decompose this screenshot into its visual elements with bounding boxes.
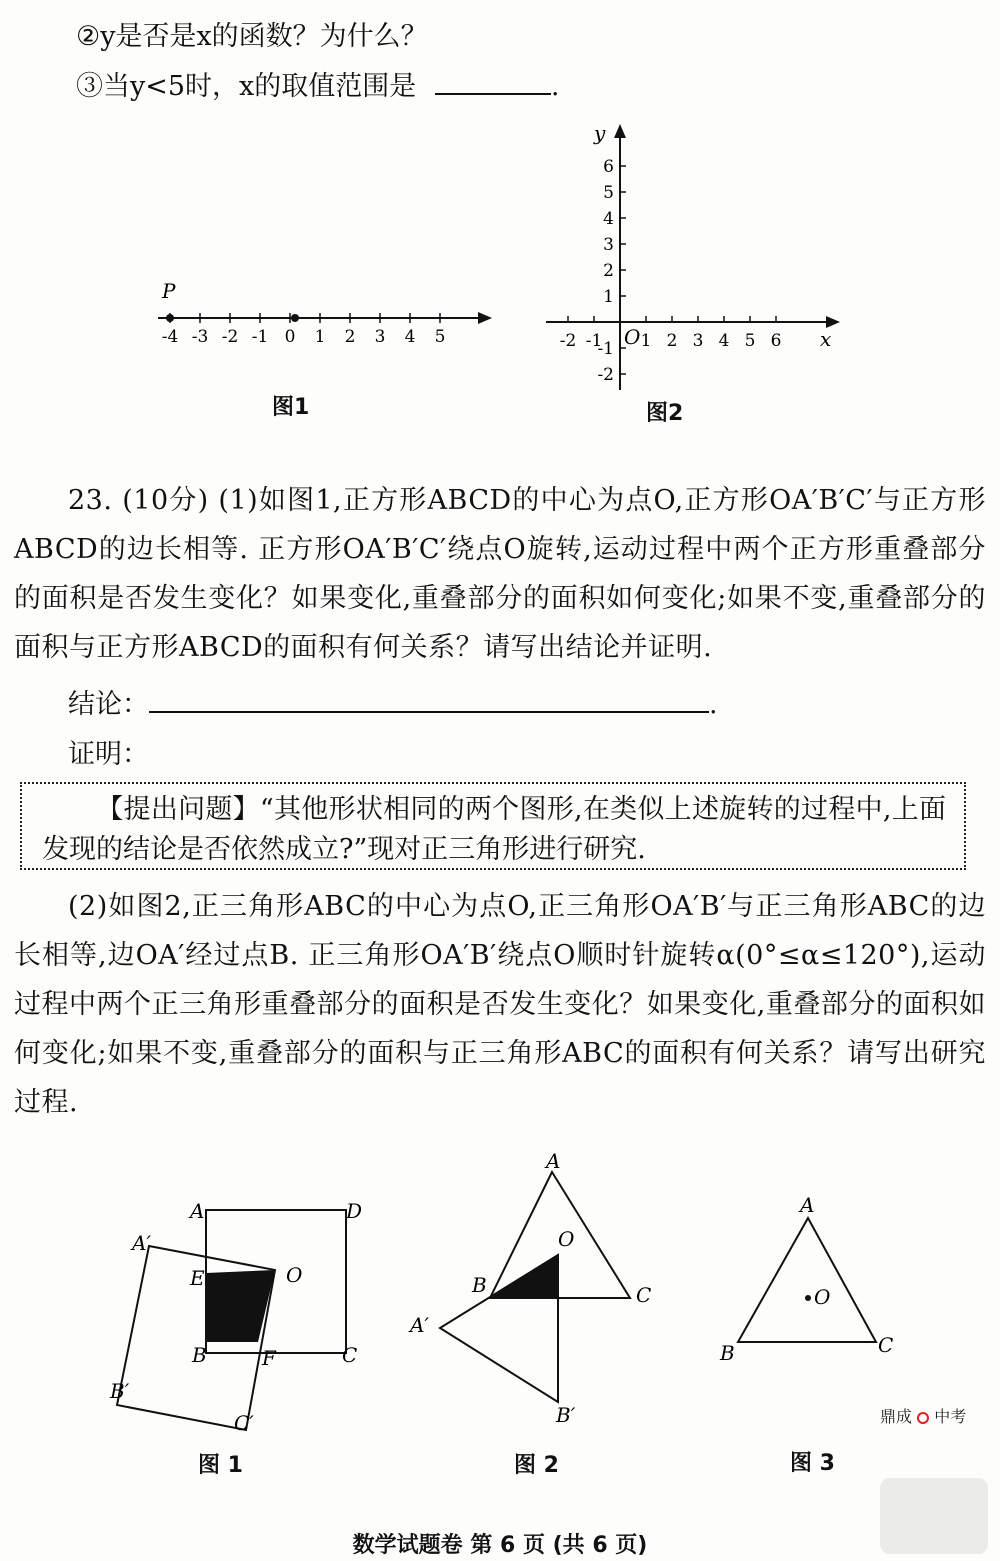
fig1-label-a: A	[190, 1199, 205, 1223]
brand-text: 鼎成	[880, 1407, 913, 1426]
conclusion-line	[68, 682, 718, 721]
brand-mark	[880, 1404, 966, 1427]
fig3-label-c: C	[878, 1333, 894, 1357]
question-23-part-2-text: (2)如图2,正三角形ABC的中心为点O,正三角形OA′B′与正三角形ABC的边长相等,边OA′经过点B. 正三角形OA′B′绕点O顺时针旋转α(0°≤α≤120°),运动过程中两个正三角形重叠部分的面积是否发生变化？如果变化,重叠部分的面积如何变化;如果不变,重叠部分的面积与正三角形ABC的面积有何关系？请写出研究过程.	[14, 891, 986, 1118]
brand-text-2: 中考	[934, 1407, 967, 1426]
fig3-center-dot	[805, 1295, 811, 1301]
fig1-label-c-prime: C′	[234, 1411, 254, 1435]
x-axis-tick-label: 2	[666, 331, 678, 351]
y-axis-tick-label: 6	[603, 157, 614, 177]
y-axis-tick-label: 4	[603, 209, 614, 229]
fig3-label-a: A	[800, 1193, 815, 1217]
x-axis-tick-label: 6	[770, 331, 782, 351]
raise-question-box	[20, 782, 966, 870]
question-part-3	[76, 64, 559, 103]
y-axis-tick-label: 1	[603, 287, 614, 307]
conclusion-blank	[149, 710, 709, 713]
number-line-tick-label: -1	[251, 327, 269, 347]
figure-2-triangles	[400, 1150, 680, 1430]
number-line-figure	[140, 270, 510, 360]
conclusion-label: 结论：	[68, 689, 149, 720]
question-23-part-2	[14, 882, 986, 1127]
fig3-label-b: B	[720, 1341, 735, 1362]
figure-3-triangle	[712, 1192, 912, 1362]
page-footer: 数学试题卷 第 6 页 (共 6 页)	[352, 1533, 648, 1558]
figure-2-caption: 图 2	[514, 1453, 559, 1478]
figure-1-squares	[100, 1190, 390, 1450]
fig1-label-o: O	[286, 1263, 303, 1287]
number-line-tick-label: -2	[221, 327, 239, 347]
origin-dot	[291, 314, 299, 322]
fig2-label-b: B	[472, 1273, 487, 1297]
fig1-label-a-prime: A′	[132, 1231, 151, 1255]
question-part-3-text: ③当y<5时，x的取值范围是	[76, 71, 417, 102]
fig1-label-d: D	[346, 1199, 363, 1223]
number-line-tick-label: 3	[374, 327, 386, 347]
fig2-label-b-prime: B′	[556, 1403, 576, 1427]
coordinate-caption: 图2	[646, 401, 684, 426]
y-axis-tick-label: 2	[603, 261, 614, 281]
number-line-tick-label: 0	[284, 327, 296, 347]
number-line-tick-label: 5	[434, 327, 446, 347]
question-23-part-1	[14, 476, 986, 672]
y-axis-label: y	[594, 121, 606, 145]
question-part-2: ②y是否是x的函数？为什么？	[76, 21, 428, 52]
fig1-label-b-prime: B′	[110, 1379, 130, 1403]
number-line-tick-label: 1	[314, 327, 326, 347]
x-axis-tick-label: 5	[744, 331, 756, 351]
fig2-label-a-prime: A′	[410, 1313, 429, 1337]
x-axis-tick-label: -2	[559, 331, 577, 351]
fig1-label-b: B	[192, 1343, 207, 1367]
answer-blank	[435, 92, 551, 95]
fig1-label-c: C	[342, 1343, 358, 1367]
question-23-part-1-text: 23. (10分) (1)如图1,正方形ABCD的中心为点O,正方形OA′B′C′与正方形ABCD的边长相等. 正方形OA′B′C′绕点O旋转,运动过程中两个正方形重叠部分的面积是否发生变化？如果变化,重叠部分的面积如何变化;如果不变,重叠部分的面积与正方形ABCD的面积有何关系？请写出结论并证明.	[14, 485, 986, 663]
fig1-label-f: F	[262, 1346, 276, 1370]
x-axis-tick-label: 3	[692, 331, 704, 351]
conclusion-end: .	[709, 689, 718, 720]
x-axis-tick-label: 4	[718, 331, 730, 351]
y-axis-tick-label: 5	[603, 183, 614, 203]
question-part-3-end: .	[550, 71, 560, 102]
fig2-label-o: O	[558, 1227, 575, 1251]
proof-label: 证明：	[68, 739, 149, 770]
fig3-label-o: O	[814, 1285, 831, 1309]
number-line-tick-label: -3	[191, 327, 209, 347]
number-line-tick-label: -4	[161, 327, 179, 347]
figure-1-caption: 图 1	[198, 1453, 243, 1478]
point-p-label: P	[162, 279, 176, 303]
x-axis-tick-label: 1	[640, 331, 652, 351]
number-line-tick-label: 4	[404, 327, 416, 347]
fig1-label-e: E	[190, 1266, 205, 1290]
number-line-caption: 图1	[272, 395, 310, 420]
y-axis-tick-label: 3	[603, 235, 614, 255]
origin-label: O	[624, 325, 641, 349]
x-axis-label: x	[820, 327, 832, 351]
x-axis-tick-label: -1	[585, 331, 603, 351]
fig2-label-a: A	[546, 1150, 561, 1173]
y-axis-tick-label: -1	[597, 339, 614, 359]
coordinate-figure	[540, 118, 850, 398]
figure-3-caption: 图 3	[790, 1451, 835, 1476]
fig2-label-c: C	[636, 1283, 652, 1307]
y-axis-tick-label: -2	[597, 365, 614, 385]
number-line-tick-label: 2	[344, 327, 356, 347]
brand-circle-icon	[917, 1412, 929, 1424]
raise-question-text: 【提出问题】“其他形状相同的两个图形,在类似上述旋转的过程中,上面发现的结论是否依然成立?”现对正三角形进行研究.	[42, 794, 946, 865]
